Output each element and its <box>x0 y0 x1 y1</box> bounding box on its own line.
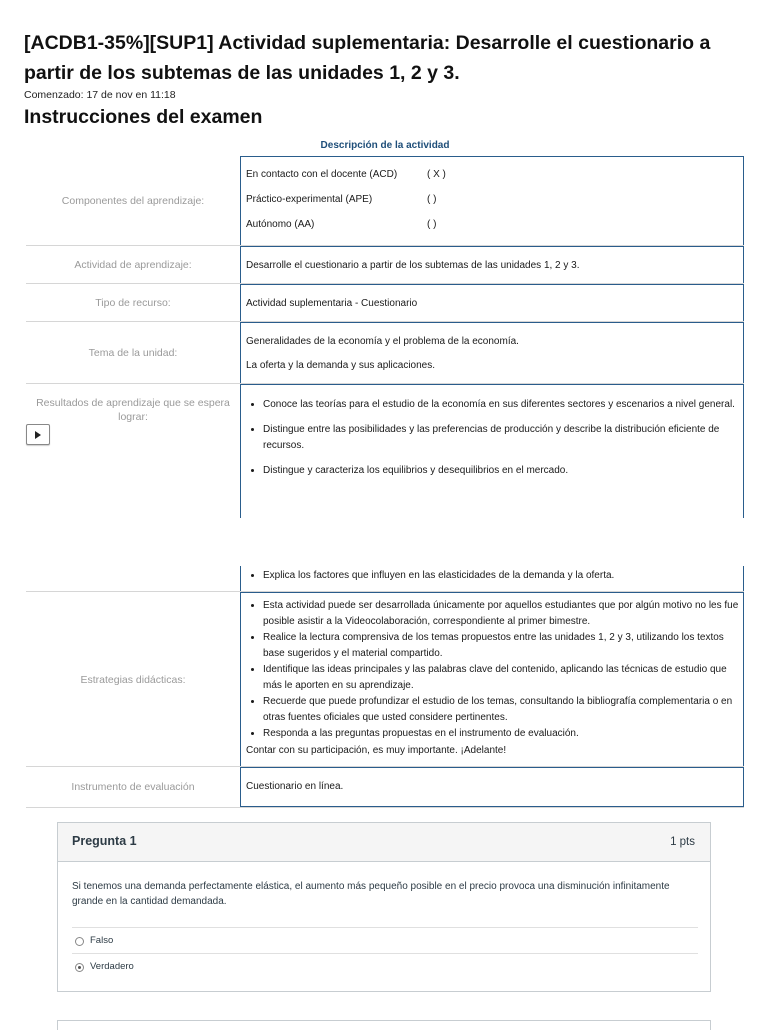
strategies-label: Estrategias didácticas: <box>80 673 186 686</box>
unit-theme-line-2: La oferta y la demanda y sus aplicaciones. <box>246 360 435 371</box>
component-acd: En contacto con el docente (ACD) <box>246 169 398 180</box>
unit-theme-line-1: Generalidades de la economía y el problema de la economía. <box>246 336 519 347</box>
components-label: Componentes del aprendizaje: <box>61 194 205 207</box>
instrument-label: Instrumento de evaluación <box>71 781 195 793</box>
component-ape-mark: ( ) <box>427 194 437 205</box>
activity-caption: Descripción de la actividad <box>320 140 450 151</box>
outcomes-value-continued <box>240 566 744 591</box>
row-strategies <box>26 591 744 767</box>
option-label[interactable]: Falso <box>90 935 114 946</box>
outcome-item: • Distingue entre las posibilidades y las preferencias de producción y describe la distribución eficiente de recursos. <box>263 422 743 454</box>
components-value <box>240 156 744 245</box>
started-timestamp: Comenzado: 17 de nov en 11:18 <box>24 89 176 101</box>
instructions-heading: Instrucciones del examen <box>24 106 263 128</box>
media-play-button[interactable] <box>26 424 50 445</box>
strategy-item: • Identifique las ideas principales y las palabras clave del contenido, aplicando las técnicas de estudio que más le aporten en su aprendizaje. <box>263 662 743 694</box>
resource-type-value <box>240 284 744 322</box>
learning-activity-value <box>240 246 744 284</box>
instrument-text: Cuestionario en línea. <box>246 781 344 792</box>
row-learning-activity <box>26 245 744 284</box>
component-aa-mark: ( ) <box>427 219 437 230</box>
learning-activity-text: Desarrolle el cuestionario a partir de los subtemas de las unidades 1, 2 y 3. <box>246 260 580 271</box>
row-outcomes <box>26 383 744 518</box>
strategy-item: • Esta actividad puede ser desarrollada únicamente por aquellos estudiantes que por algún motivo no les fue posible asistir a la Videocolaboración, correspondiente al primer bimestre. <box>263 598 743 630</box>
unit-theme-label: Tema de la unidad: <box>88 347 178 359</box>
outcomes-value <box>240 384 744 518</box>
component-aa: Autónomo (AA) <box>246 219 315 230</box>
radio-verdadero[interactable] <box>75 963 84 972</box>
question-text: Si tenemos una demanda perfectamente elástica, el aumento más pequeño posible en el precio provoca una disminución infinitamente grande en la cantidad demandada. <box>72 881 670 907</box>
question-points: 1 pts <box>670 836 695 848</box>
row-instrument <box>26 766 744 808</box>
question-header <box>58 823 710 862</box>
row-resource-type <box>26 283 744 322</box>
row-components <box>26 156 744 245</box>
learning-activity-label: Actividad de aprendizaje: <box>74 259 192 271</box>
radio-falso[interactable] <box>75 937 84 946</box>
next-question-edge <box>57 1020 711 1030</box>
strategy-item: • Responda a las preguntas propuestas en el instrumento de evaluación. <box>263 726 743 742</box>
resource-type-label: Tipo de recurso: <box>95 297 171 309</box>
component-ape: Práctico-experimental (APE) <box>246 194 373 205</box>
option-label[interactable]: Verdadero <box>90 961 134 972</box>
play-icon <box>34 431 42 439</box>
question-name: Pregunta 1 <box>72 834 137 848</box>
outcome-item: • Explica los factores que influyen en las elasticidades de la demanda y la oferta. <box>263 569 743 583</box>
question-1 <box>57 822 711 992</box>
strategy-item: • Realice la lectura comprensiva de los temas propuestos entre las unidades 1, 2 y 3, utilizando los textos base sugeridos y el material compartido. <box>263 630 743 662</box>
strategy-item: • Recuerde que puede profundizar el estudio de los temas, consultando la bibliografía complementaria o en otras fuentes oficiales que usted considere pertinentes. <box>263 694 743 726</box>
outcomes-label: Resultados de aprendizaje que se espera lograr: <box>36 397 230 423</box>
page-title: [ACDB1-35%][SUP1] Actividad suplementaria: Desarrolle el cuestionario a partir de los subtemas de las unidades 1, 2 y 3. <box>24 32 711 84</box>
instrument-value <box>240 767 744 807</box>
row-outcomes-continued <box>26 566 744 591</box>
answer-option-falso[interactable] <box>72 927 698 954</box>
strategies-closing: Contar con su participación, es muy importante. ¡Adelante! <box>246 745 507 756</box>
answer-option-verdadero[interactable] <box>72 953 698 980</box>
unit-theme-value <box>240 322 744 384</box>
outcome-item: • Distingue y caracteriza los equilibrios y desequilibrios en el mercado. <box>263 463 743 479</box>
outcome-item: • Conoce las teorías para el estudio de la economía en sus diferentes sectores y escenarios a nivel general. <box>263 397 743 413</box>
row-unit-theme <box>26 321 744 384</box>
strategies-value <box>240 592 744 767</box>
resource-type-text: Actividad suplementaria - Cuestionario <box>246 298 418 309</box>
component-acd-mark: ( X ) <box>427 169 446 180</box>
